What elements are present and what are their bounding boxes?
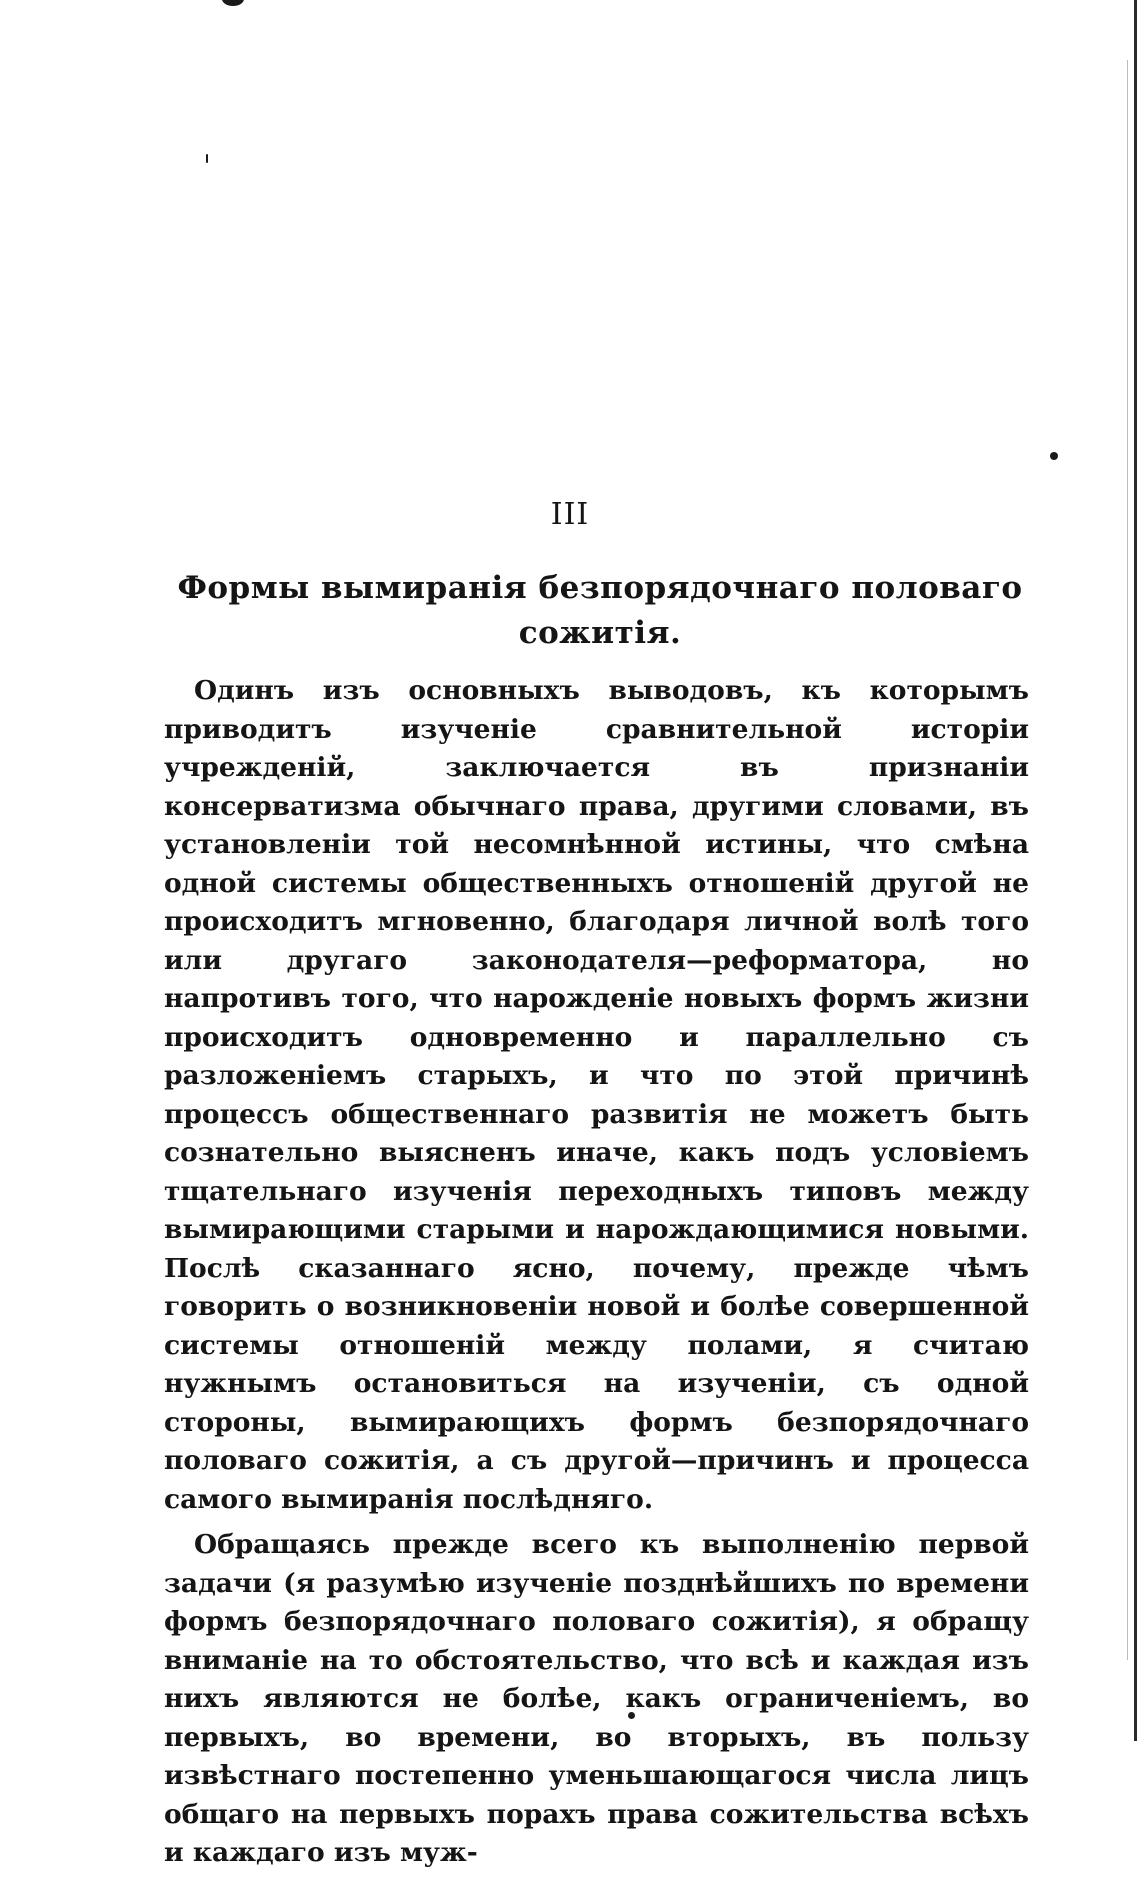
ink-dot [1050, 452, 1058, 460]
ink-speck [206, 154, 208, 163]
chapter-title: Формы вымиранія безпорядочнаго половаго сожитія. [177, 570, 1023, 651]
paragraph: Обращаясь прежде всего къ выполненію первой задачи (я разумѣю изученіе позднѣйшихъ по времени формъ безпорядочнаго половаго сожитія), я обращу вниманіе на то обстоятельство, что всѣ и каждая изъ нихъ являются не болѣе, какъ ограниченіемъ, во первыхъ, во времени, во вторыхъ, въ пользу извѣстнаго постепенно уменьшающагося числа лицъ общаго на первыхъ порахъ права сожительства всѣхъ и каждаго изъ муж- [164, 1529, 1029, 1868]
body-text [164, 672, 1029, 1880]
page-edge-line [1134, 0, 1137, 1741]
paragraph: Одинъ изъ основныхъ выводовъ, къ которымъ приводитъ изученіе сравнительной исторіи учрежденій, заключается въ признаніи консерватизма обычнаго права, другими словами, въ установленіи той несомнѣнной истины, что смѣна одной системы общественныхъ отношеній другой не происходитъ мгновенно, благодаря личной волѣ того или другаго законодателя—реформатора, но напротивъ того, что нарожденіе новыхъ формъ жизни происходитъ одновременно и параллельно съ разложеніемъ старыхъ, и что по этой причинѣ процессъ общественнаго развитія не можетъ быть сознательно выясненъ иначе, какъ подъ условіемъ тщательнаго изученія переходныхъ типовъ между вымирающими старыми и нарождающимися новыми. Послѣ сказаннаго ясно, почему, прежде чѣмъ говорить о возникновеніи новой и болѣе совершенной системы отношеній между полами, я считаю нужнымъ остановиться на изученіи, съ одной стороны, вымирающихъ формъ безпорядочнаго половаго сожитія, а съ другой—причинъ и процесса самого вымиранія послѣдняго. [164, 675, 1029, 1515]
ink-blot [222, 0, 244, 6]
page-edge-shadow [1127, 60, 1128, 1660]
chapter-number: III [550, 497, 590, 532]
